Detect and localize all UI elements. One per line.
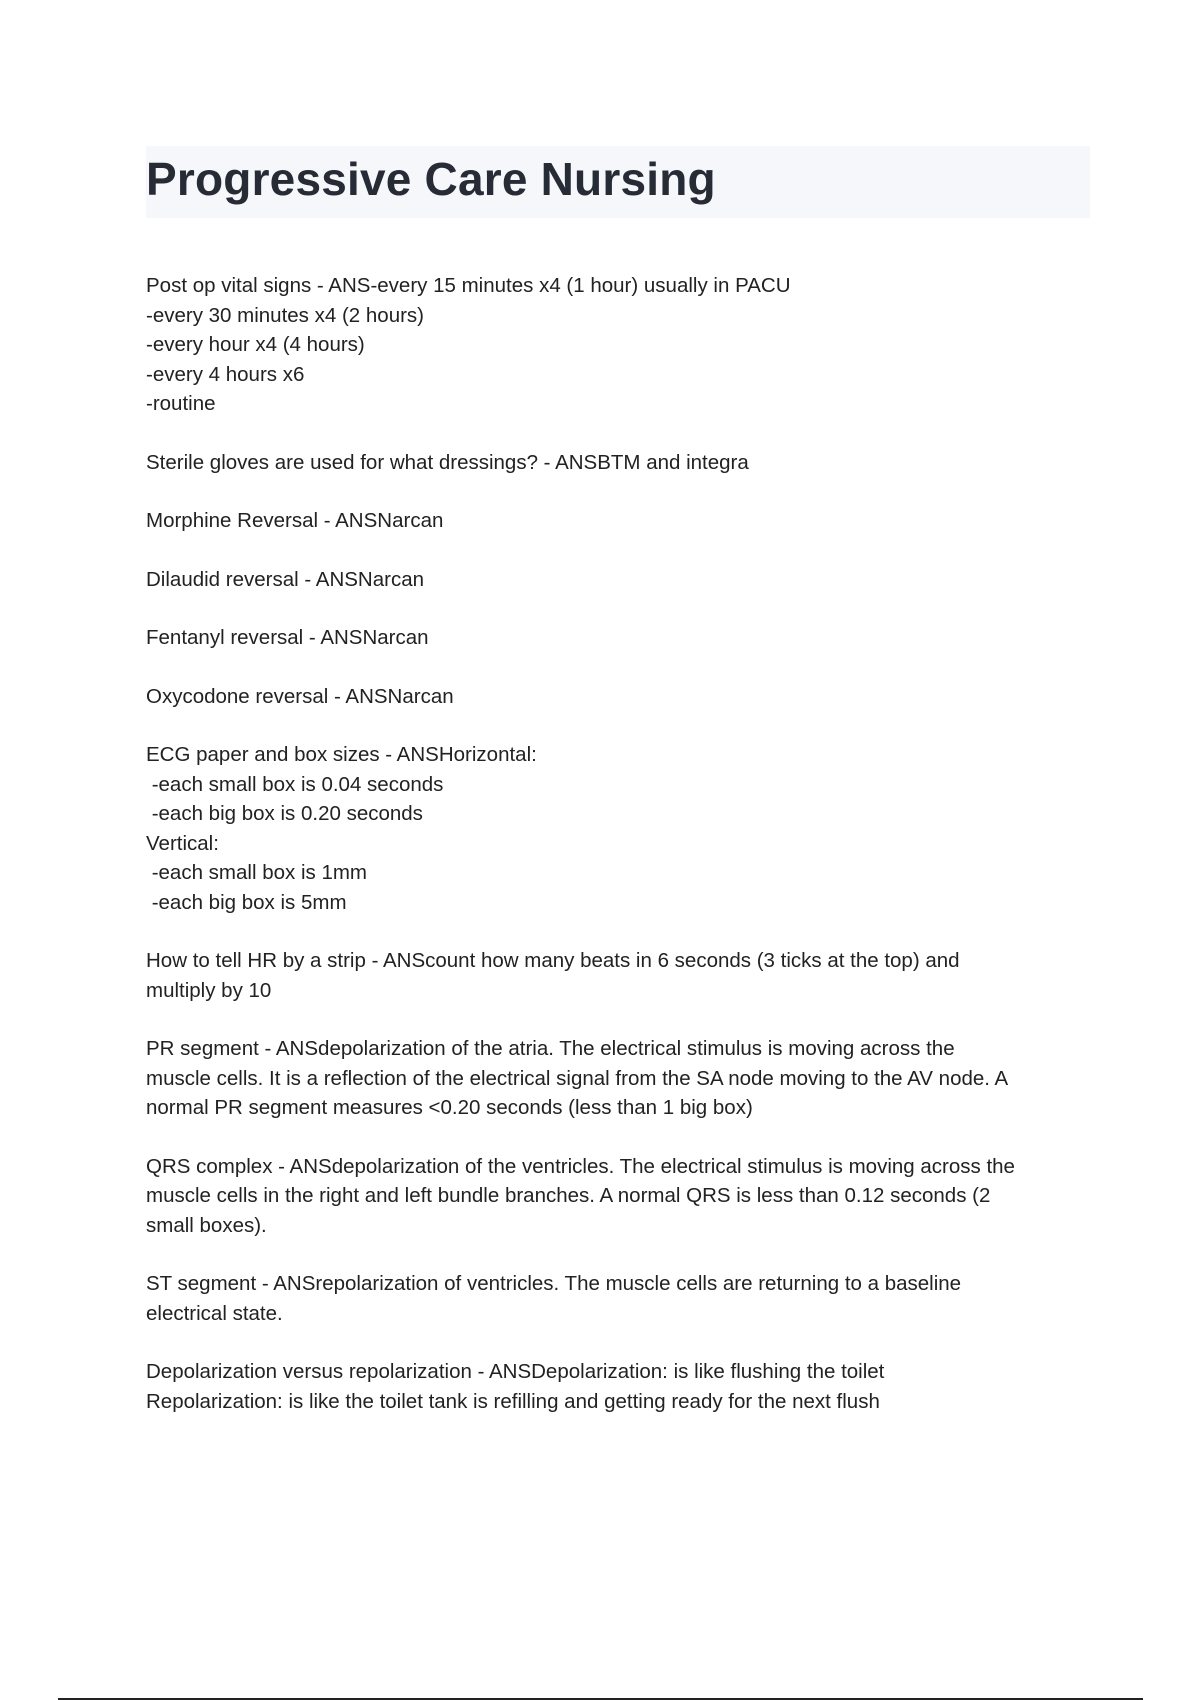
entry-line: -every hour x4 (4 hours): [146, 333, 365, 356]
document-title: Progressive Care Nursing: [146, 153, 716, 205]
entry-line: small boxes).: [146, 1213, 267, 1237]
qa-entry: [146, 946, 1090, 1005]
qa-entry: [146, 740, 1090, 917]
entry-line: normal PR segment measures <0.20 seconds (less than 1 big box): [146, 1096, 753, 1119]
entry-line: -every 30 minutes x4 (2 hours): [146, 303, 425, 327]
entry-line: QRS complex - ANSdepolarization of the ventricles. The electrical stimulus is moving across the: [146, 1154, 1015, 1178]
entry-line: Oxycodone reversal - ANSNarcan: [146, 684, 454, 708]
entry-line: Morphine Reversal - ANSNarcan: [146, 509, 444, 532]
qa-entry: [146, 1269, 1090, 1328]
entry-line: PR segment - ANSdepolarization of the atria. The electrical stimulus is moving across the: [146, 1037, 955, 1060]
qa-entry: [146, 1152, 1090, 1241]
entry-line: muscle cells in the right and left bundle branches. A normal QRS is less than 0.12 seconds (2: [146, 1184, 991, 1207]
entry-line: Depolarization versus repolarization - ANSDepolarization: is like flushing the toilet: [146, 1360, 885, 1383]
entry-line: Repolarization: is like the toilet tank is refilling and getting ready for the next flush: [146, 1389, 880, 1413]
qa-entry: [146, 1034, 1090, 1123]
qa-entry: [146, 682, 1090, 712]
qa-entry: [146, 623, 1090, 653]
entry-line: -each small box is 0.04 seconds: [146, 772, 444, 796]
entry-line: -each small box is 1mm: [146, 861, 368, 884]
entry-line: Dilaudid reversal - ANSNarcan: [146, 567, 425, 591]
entry-line: -every 4 hours x6: [146, 362, 305, 386]
entry-line: ST segment - ANSrepolarization of ventricles. The muscle cells are returning to a baseline: [146, 1272, 962, 1295]
entry-line: ECG paper and box sizes - ANSHorizontal:: [146, 743, 537, 766]
entry-line: Sterile gloves are used for what dressings? - ANSBTM and integra: [146, 450, 749, 474]
qa-entry: [146, 565, 1090, 595]
entry-line: Fentanyl reversal - ANSNarcan: [146, 626, 429, 649]
entry-line: -each big box is 0.20 seconds: [146, 802, 423, 825]
entry-line: -each big box is 5mm: [146, 890, 347, 914]
qa-entry: [146, 1357, 1090, 1416]
entry-line: -routine: [146, 392, 216, 415]
entry-line: muscle cells. It is a reflection of the electrical signal from the SA node moving to the AV node. A: [146, 1066, 1009, 1090]
qa-entry: [146, 506, 1090, 536]
entry-line: Vertical:: [146, 831, 219, 855]
entry-line: Post op vital signs - ANS-every 15 minutes x4 (1 hour) usually in PACU: [146, 274, 791, 297]
entry-line: How to tell HR by a strip - ANScount how many beats in 6 seconds (3 ticks at the top) and: [146, 949, 960, 972]
document-body: [146, 271, 1090, 1445]
qa-entry: [146, 271, 1090, 419]
title-banner: [146, 146, 1090, 218]
entry-line: multiply by 10: [146, 978, 272, 1002]
entry-line: electrical state.: [146, 1301, 283, 1325]
qa-entry: [146, 448, 1090, 478]
